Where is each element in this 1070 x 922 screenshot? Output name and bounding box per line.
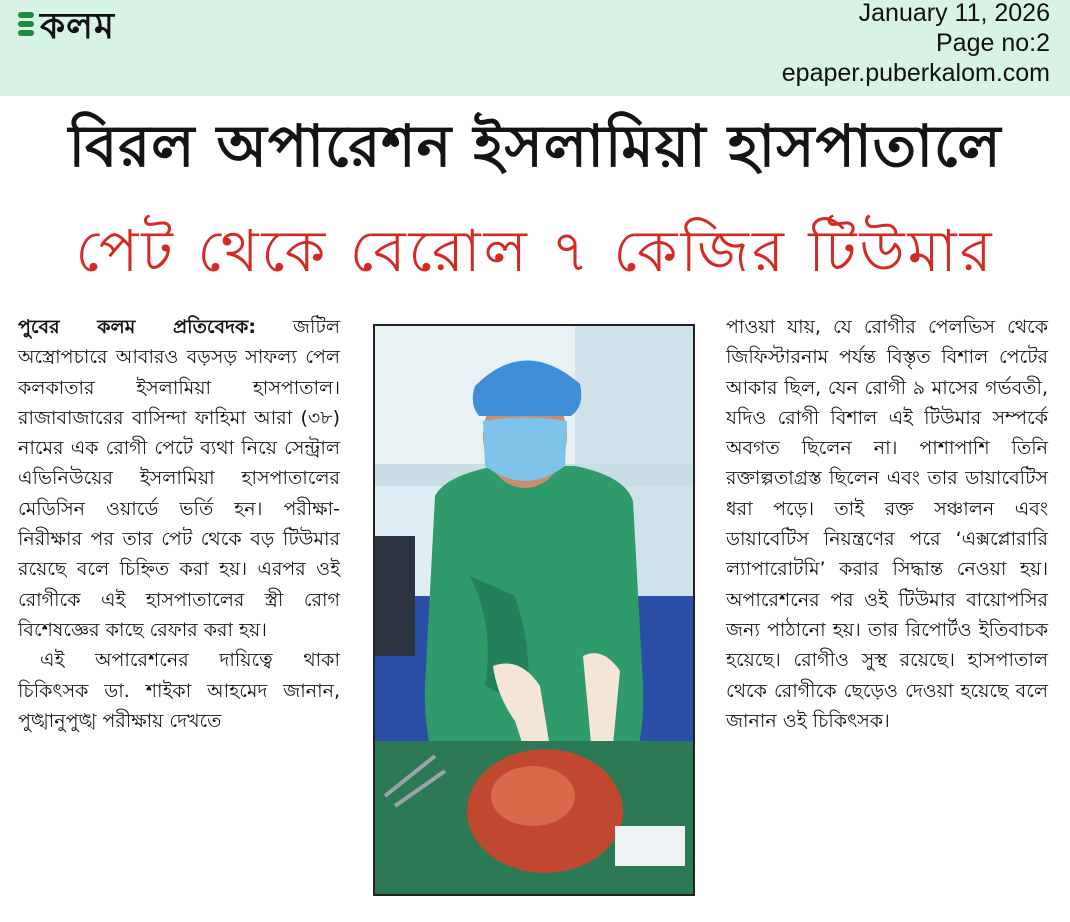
article-photo (373, 324, 695, 896)
paragraph-1-text: জটিল অস্ত্রোপচারে আবারও বড়সড় সাফল্য পেল কলকাতার ইসলামিয়া হাসপাতাল। রাজাবাজারের বাসিন্দা ফাহিমা আরা (৩৮) নামের এক রোগী পেটে ব্যথা নিয়ে সেন্ট্রাল এভিনিউয়ের ইসলামিয়া হাসপাতালের মেডিসিন ওয়ার্ডে ভর্তি হন। পরীক্ষা-নিরীক্ষার পর তার পেট থেকে বড় টিউমার রয়েছে বলে চিহ্নিত করা হয়। এরপর ওই রোগীকে এই হাসপাতালের স্ত্রী রোগ বিশেষজ্ঞের কাছে রেফার করা হয়। (18, 316, 340, 641)
byline: পুবের কলম প্রতিবেদক: (18, 316, 256, 338)
newspaper-logo[interactable] (18, 8, 115, 46)
masthead (0, 0, 1070, 96)
logo-mark-icon (18, 12, 34, 42)
site-link[interactable]: epaper.puberkalom.com (781, 59, 1050, 87)
logo-text: কলম (40, 6, 115, 47)
article-column-right (726, 312, 1048, 736)
article-paragraph-3: পাওয়া যায়, যে রোগীর পেলভিস থেকে জিফিস্টারনাম পর্যন্ত বিস্তৃত বিশাল পেটের আকার ছিল, যেন রোগী ৯ মাসের গর্ভবতী, যদিও রোগী বিশাল এই টিউমার সম্পর্কে অবগত ছিলেন না। পাশাপাশি তিনি রক্তাল্পতাগ্রস্ত ছিলেন এবং তার ডায়াবেটিস ধরা পড়ে। তাই রক্ত সঞ্চালন এবং ডায়াবেটিস নিয়ন্ত্রণের পরে ‘এক্সপ্লোরারি ল্যাপারোটমি’ করার সিদ্ধান্ত নেওয়া হয়। অপারেশনের পর ওই টিউমার বায়োপসির জন্য পাঠানো হয়। তার রিপোর্টও ইতিবাচক হয়েছে। রোগীও সুস্থ রয়েছে। হাসপাতাল থেকে রোগীকে ছেড়েও দেওয়া হয়েছে বলে জানান ওই চিকিৎসক। (726, 316, 1048, 732)
headline-main: বিরল অপারেশন ইসলামিয়া হাসপাতালে (68, 112, 1002, 180)
article-paragraph-2: এই অপারেশনের দায়িত্বে থাকা চিকিৎসক ডা. শাইকা আহমেদ জানান, পুঙ্খানুপুঙ্খ পরীক্ষায় দেখতে (18, 649, 340, 732)
article-paragraph-1 (18, 312, 340, 645)
edition-meta (782, 0, 1050, 88)
headline-sub: পেট থেকে বেরোল ৭ কেজির টিউমার (75, 217, 995, 285)
page-number: Page no:2 (936, 29, 1050, 57)
article-column-left (18, 312, 340, 736)
surgeon-photo-illustration (375, 326, 693, 894)
edition-date: January 11, 2026 (858, 0, 1050, 27)
